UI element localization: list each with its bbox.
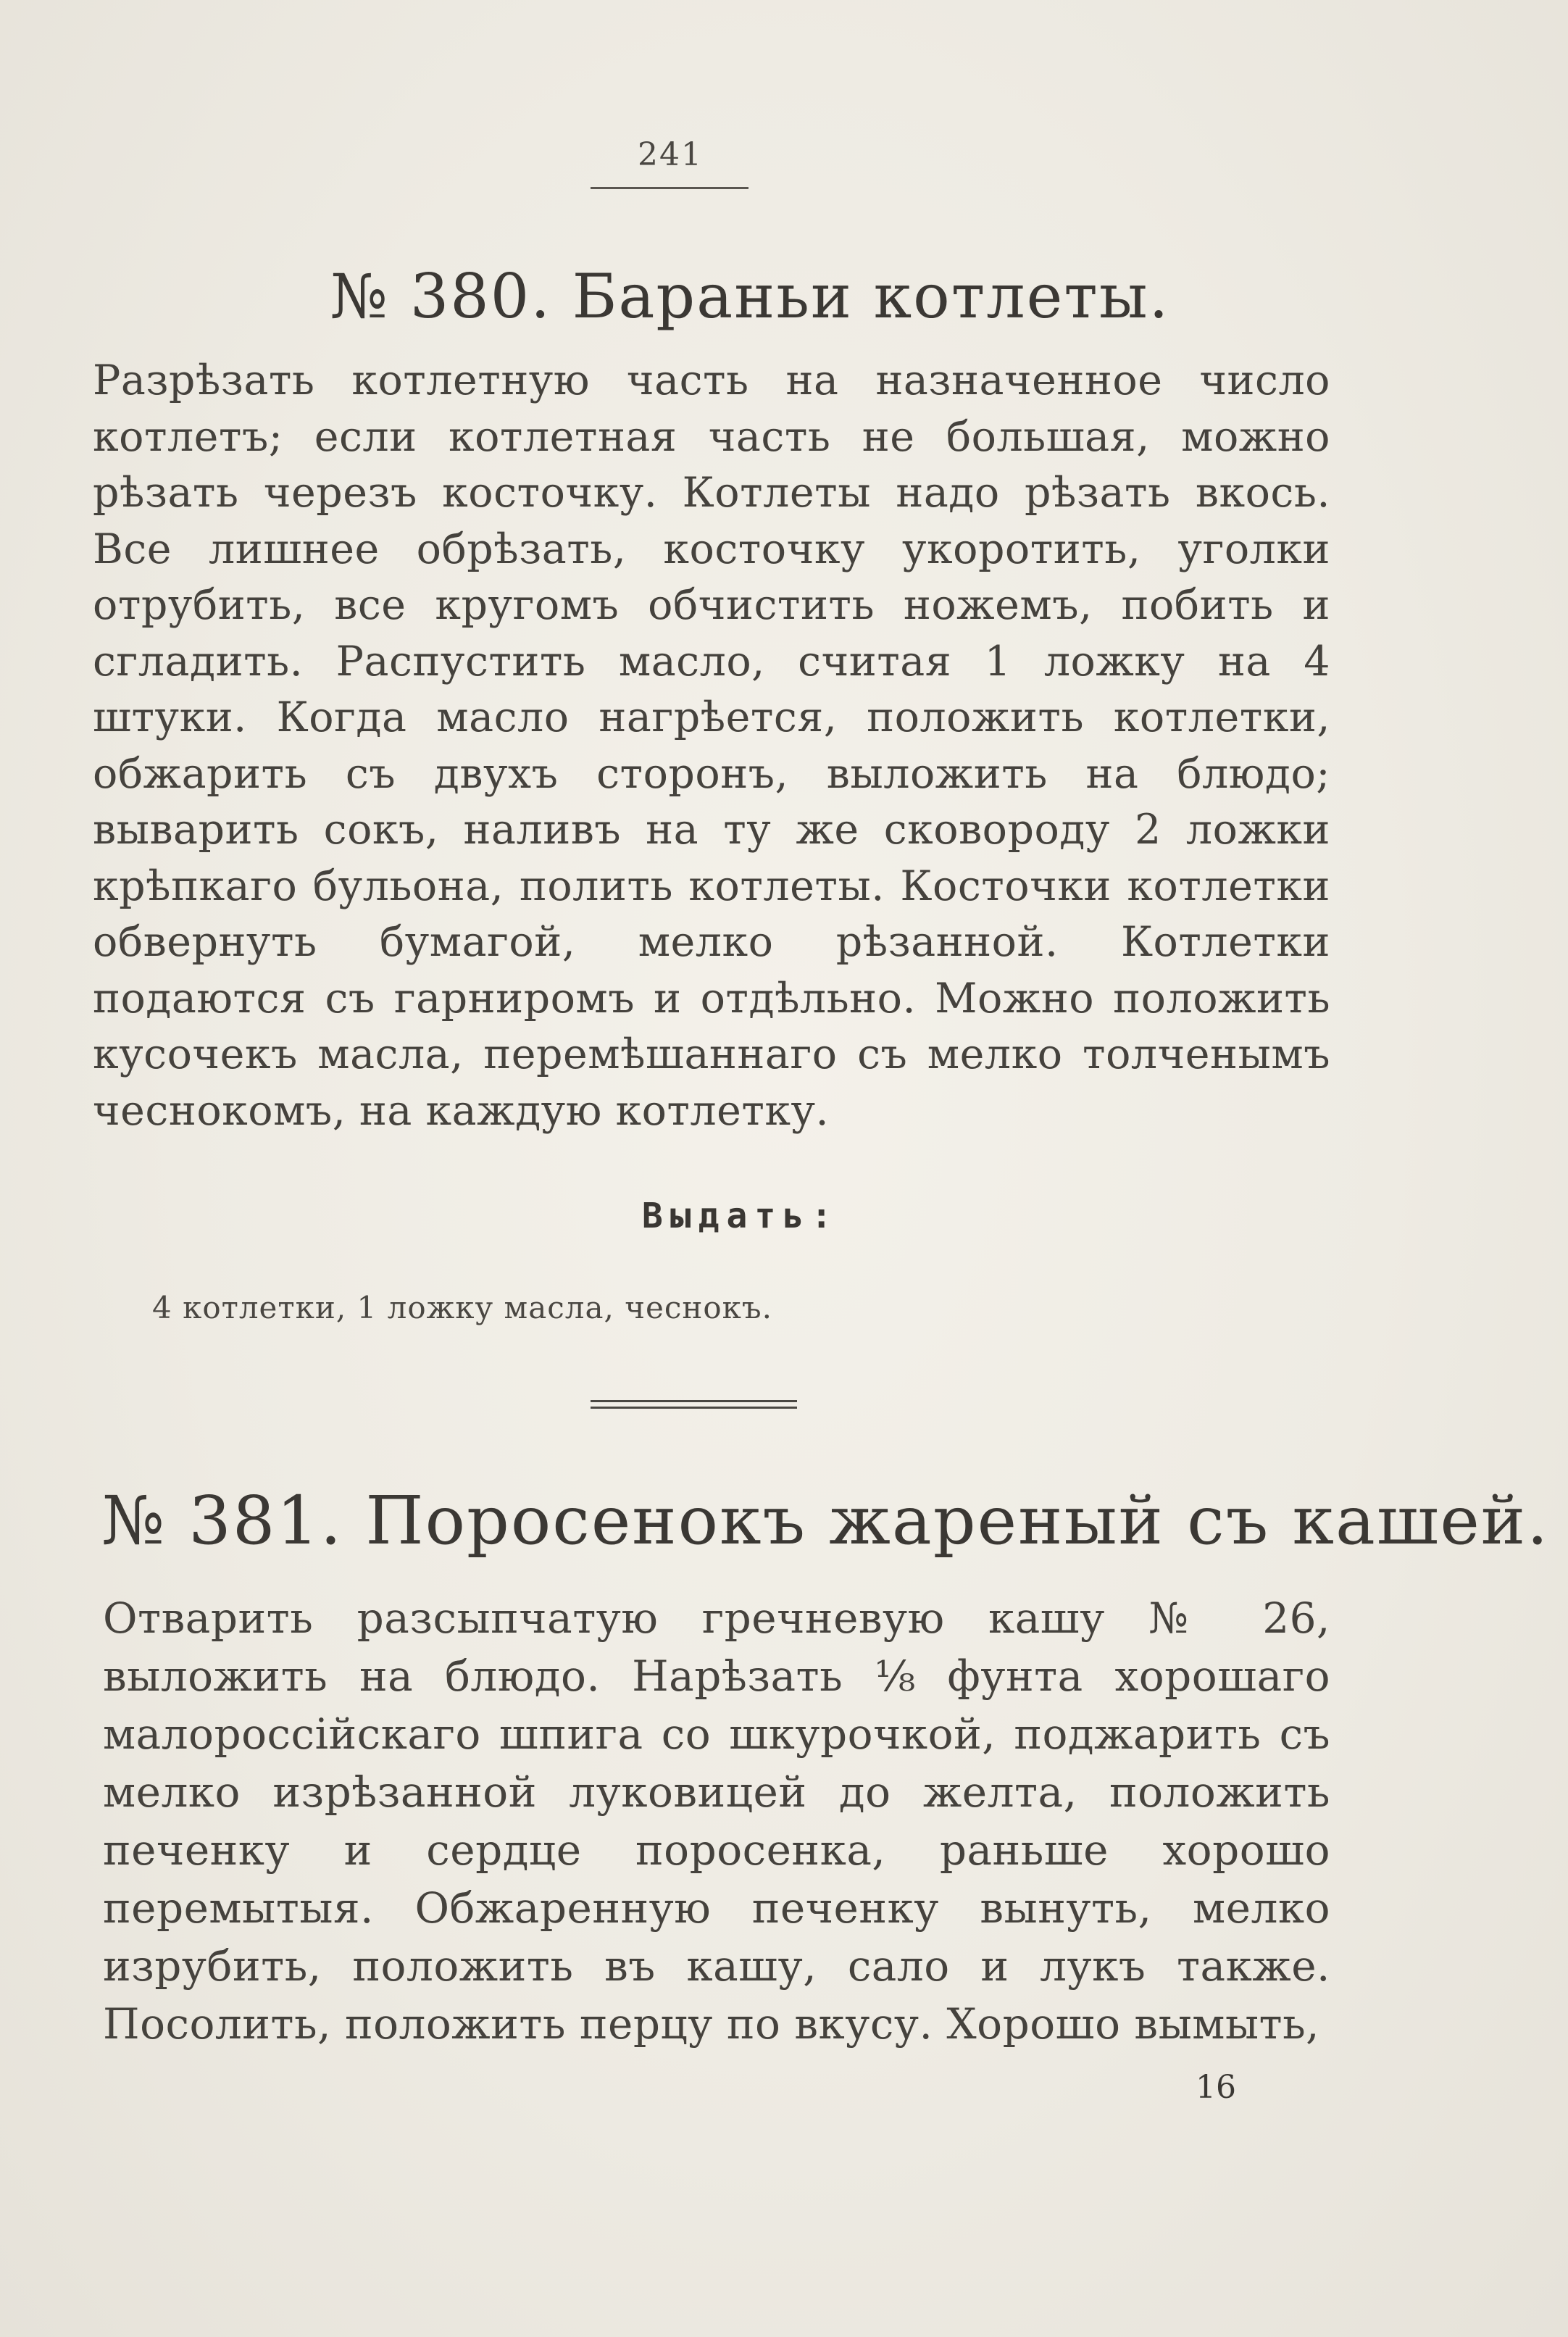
recipe-380-issue-label: Выдать: — [641, 1196, 840, 1236]
page-number: 241 — [638, 136, 703, 173]
recipe-381-text: Отварить разсыпчатую гречневую кашу № 26, выложить на блюдо. Нарѣзать ⅛ фунта хорошаго малороссійскаго шпига со шкурочкой, поджарить съ мелко изрѣзанной луковицей до желта, положить печенку и сердце поросенка, раньше хорошо перемытыя. Обжаренную печенку вынуть, мелко изрубить, положить въ кашу, сало и лукъ также. Посолить, положить перцу по вкусу. Хорошо вымыть, — [103, 1594, 1330, 2049]
section-separator — [591, 1400, 797, 1410]
header-rule — [591, 187, 748, 189]
recipe-380-title: № 380. Бараньи котлеты. — [330, 261, 1170, 332]
recipe-380-issue-text: 4 котлетки, 1 ложку масла, чеснокъ. — [152, 1290, 772, 1325]
recipe-381-title: № 381. Поросенокъ жареный съ кашей. — [101, 1482, 1550, 1559]
printer-signature-number: 16 — [1196, 2069, 1236, 2106]
recipe-380-text: Разрѣзать котлетную часть на назначенное число котлетъ; если котлетная часть не большая, можно рѣзать черезъ косточку. Котлеты надо рѣзать вкось. Все лишнее обрѣзать, косточку укоротить, уголки отрубить, все кругомъ обчистить ножемъ, побить и сгладить. Распустить масло, считая 1 ложку на 4 штуки. Когда масло нагрѣется, положить котлетки, обжарить съ двухъ сторонъ, выложить на блюдо; выварить сокъ, наливъ на ту же сковороду 2 ложки крѣпкаго бульона, полить котлеты. Косточки котлетки обвернуть бумагой, мелко рѣзанной. Котлетки подаются съ гарниромъ и отдѣльно. Можно положить кусочекъ масла, перемѣшаннаго съ мелко толченымъ чеснокомъ, на каждую котлетку. — [93, 357, 1330, 1135]
